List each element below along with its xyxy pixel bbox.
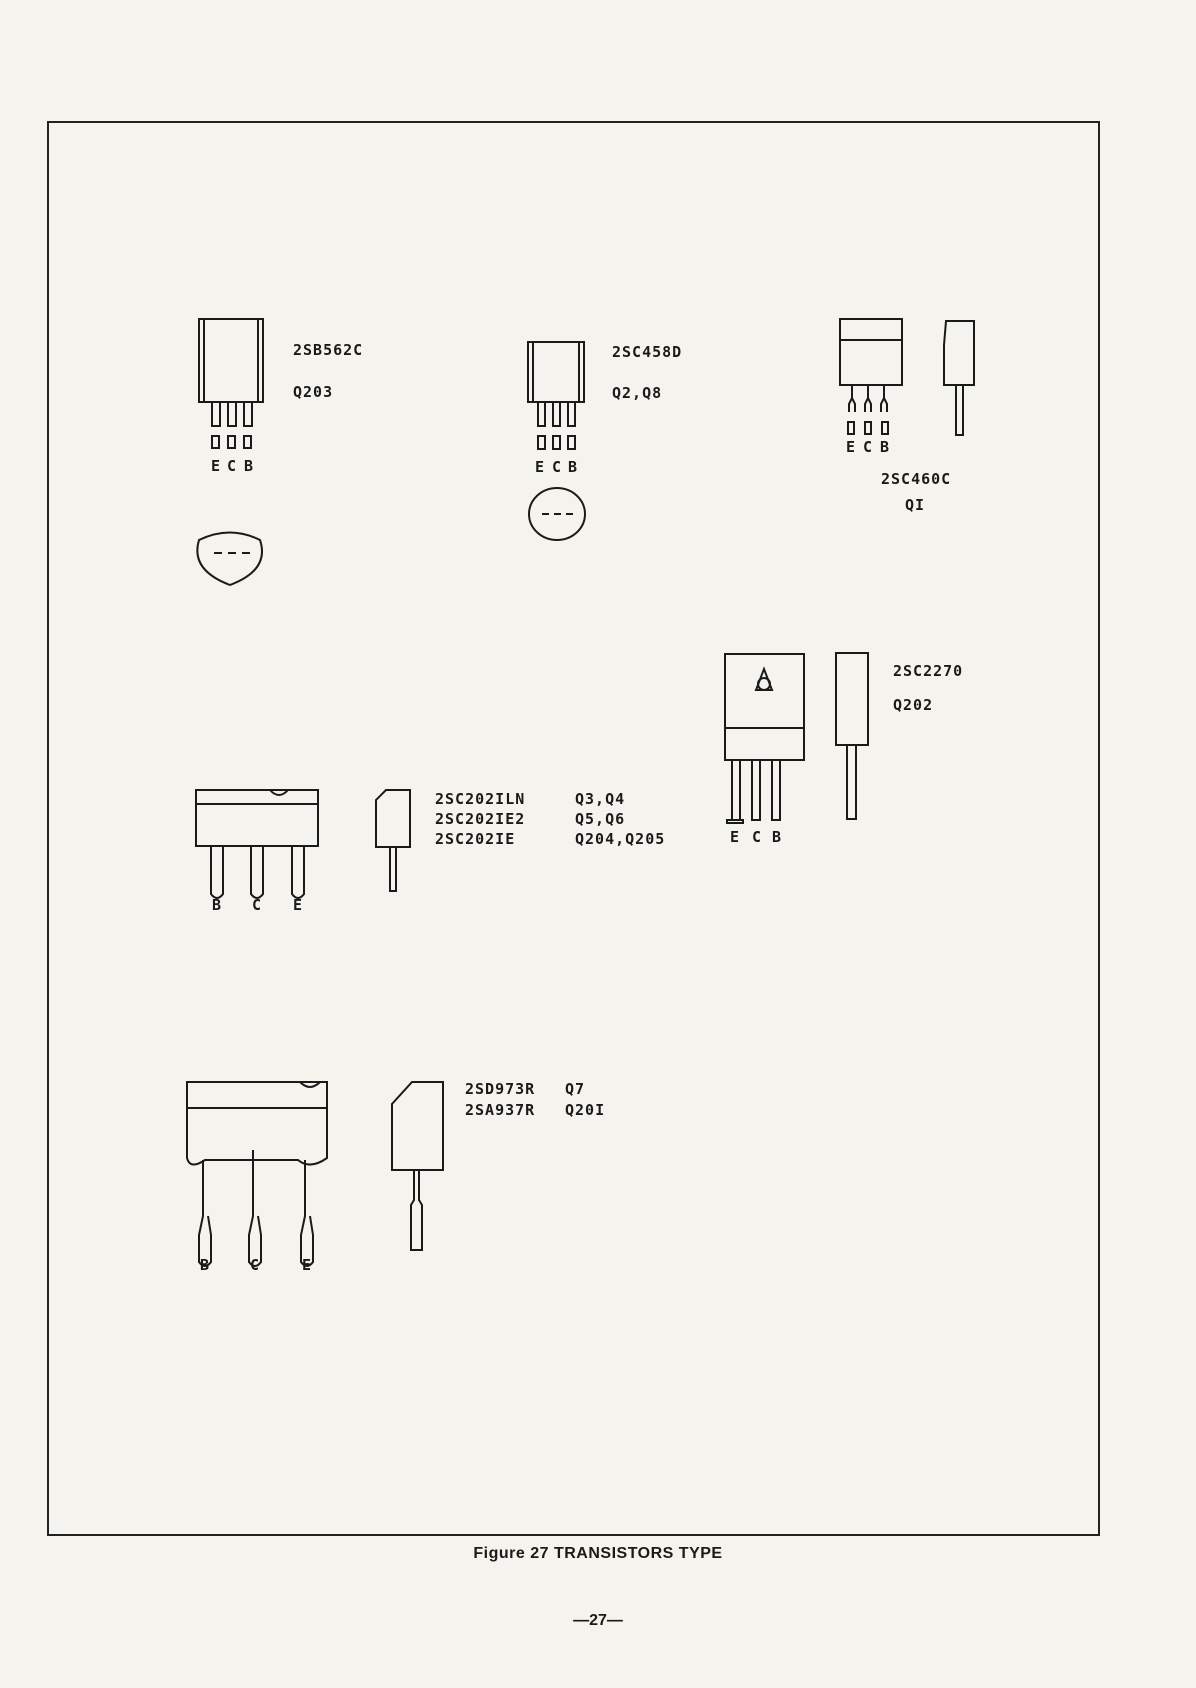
transistor-2sc460c-front xyxy=(840,319,902,434)
label-2sc460c-ref: QI xyxy=(905,496,926,514)
label-2sc2270-ref: Q202 xyxy=(893,696,934,714)
pin-label-e: E xyxy=(846,438,857,456)
pin-label-c: C xyxy=(250,1256,261,1274)
label-2sc458d-ref: Q2,Q8 xyxy=(612,384,663,402)
pin-label-c: C xyxy=(863,438,874,456)
label-2sb562c-ref: Q203 xyxy=(293,383,334,401)
pin-label-e: E xyxy=(293,896,304,914)
label-2sc2270-part: 2SC2270 xyxy=(893,662,964,680)
label-2sa937r-ref: Q20I xyxy=(565,1101,606,1119)
label-2sa937r-part: 2SA937R xyxy=(465,1101,536,1119)
pin-label-e: E xyxy=(211,457,222,475)
pin-label-c: C xyxy=(752,828,763,846)
transistor-2sc2021-side xyxy=(376,790,410,891)
label-2sc2021e2-ref: Q5,Q6 xyxy=(575,810,626,828)
label-2sc460c-part: 2SC460C xyxy=(881,470,952,488)
label-2sc2021e-ref: Q204,Q205 xyxy=(575,830,666,848)
transistor-2sc2270-side xyxy=(836,653,868,819)
pin-label-e: E xyxy=(535,458,546,476)
pin-label-c: C xyxy=(227,457,238,475)
label-2sd973r-ref: Q7 xyxy=(565,1080,586,1098)
label-2sc2021e2-part: 2SC202IE2 xyxy=(435,810,526,828)
label-2sc2021ln-part: 2SC202ILN xyxy=(435,790,526,808)
transistor-2sb562c-body xyxy=(199,319,263,448)
transistor-2sc458d-body xyxy=(528,342,584,449)
pin-label-b: B xyxy=(772,828,783,846)
pin-label-b: B xyxy=(880,438,891,456)
transistor-2sc2270-front xyxy=(725,654,804,823)
pin-label-c: C xyxy=(552,458,563,476)
label-2sc2021e-part: 2SC202IE xyxy=(435,830,516,848)
transistor-2sc458d-bottom-view xyxy=(529,488,585,540)
pin-label-c: C xyxy=(252,896,263,914)
pin-label-b: B xyxy=(212,896,223,914)
pin-label-b: B xyxy=(244,457,255,475)
pin-label-b: B xyxy=(568,458,579,476)
label-2sc458d-part: 2SC458D xyxy=(612,343,683,361)
transistor-2sd973r-front xyxy=(187,1082,327,1266)
label-2sc2021ln-ref: Q3,Q4 xyxy=(575,790,626,808)
pin-label-b: B xyxy=(200,1256,211,1274)
pin-label-e: E xyxy=(302,1256,313,1274)
transistor-2sd973r-side xyxy=(392,1082,443,1250)
transistor-2sb562c-bottom-view xyxy=(197,533,262,586)
page-number: —27— xyxy=(573,1612,623,1629)
figure-caption: Figure 27 TRANSISTORS TYPE xyxy=(473,1545,723,1562)
label-2sb562c-part: 2SB562C xyxy=(293,341,364,359)
label-2sd973r-part: 2SD973R xyxy=(465,1080,536,1098)
pin-label-e: E xyxy=(730,828,741,846)
transistor-2sc460c-side xyxy=(944,321,974,435)
transistor-2sc2021-front xyxy=(196,790,318,898)
